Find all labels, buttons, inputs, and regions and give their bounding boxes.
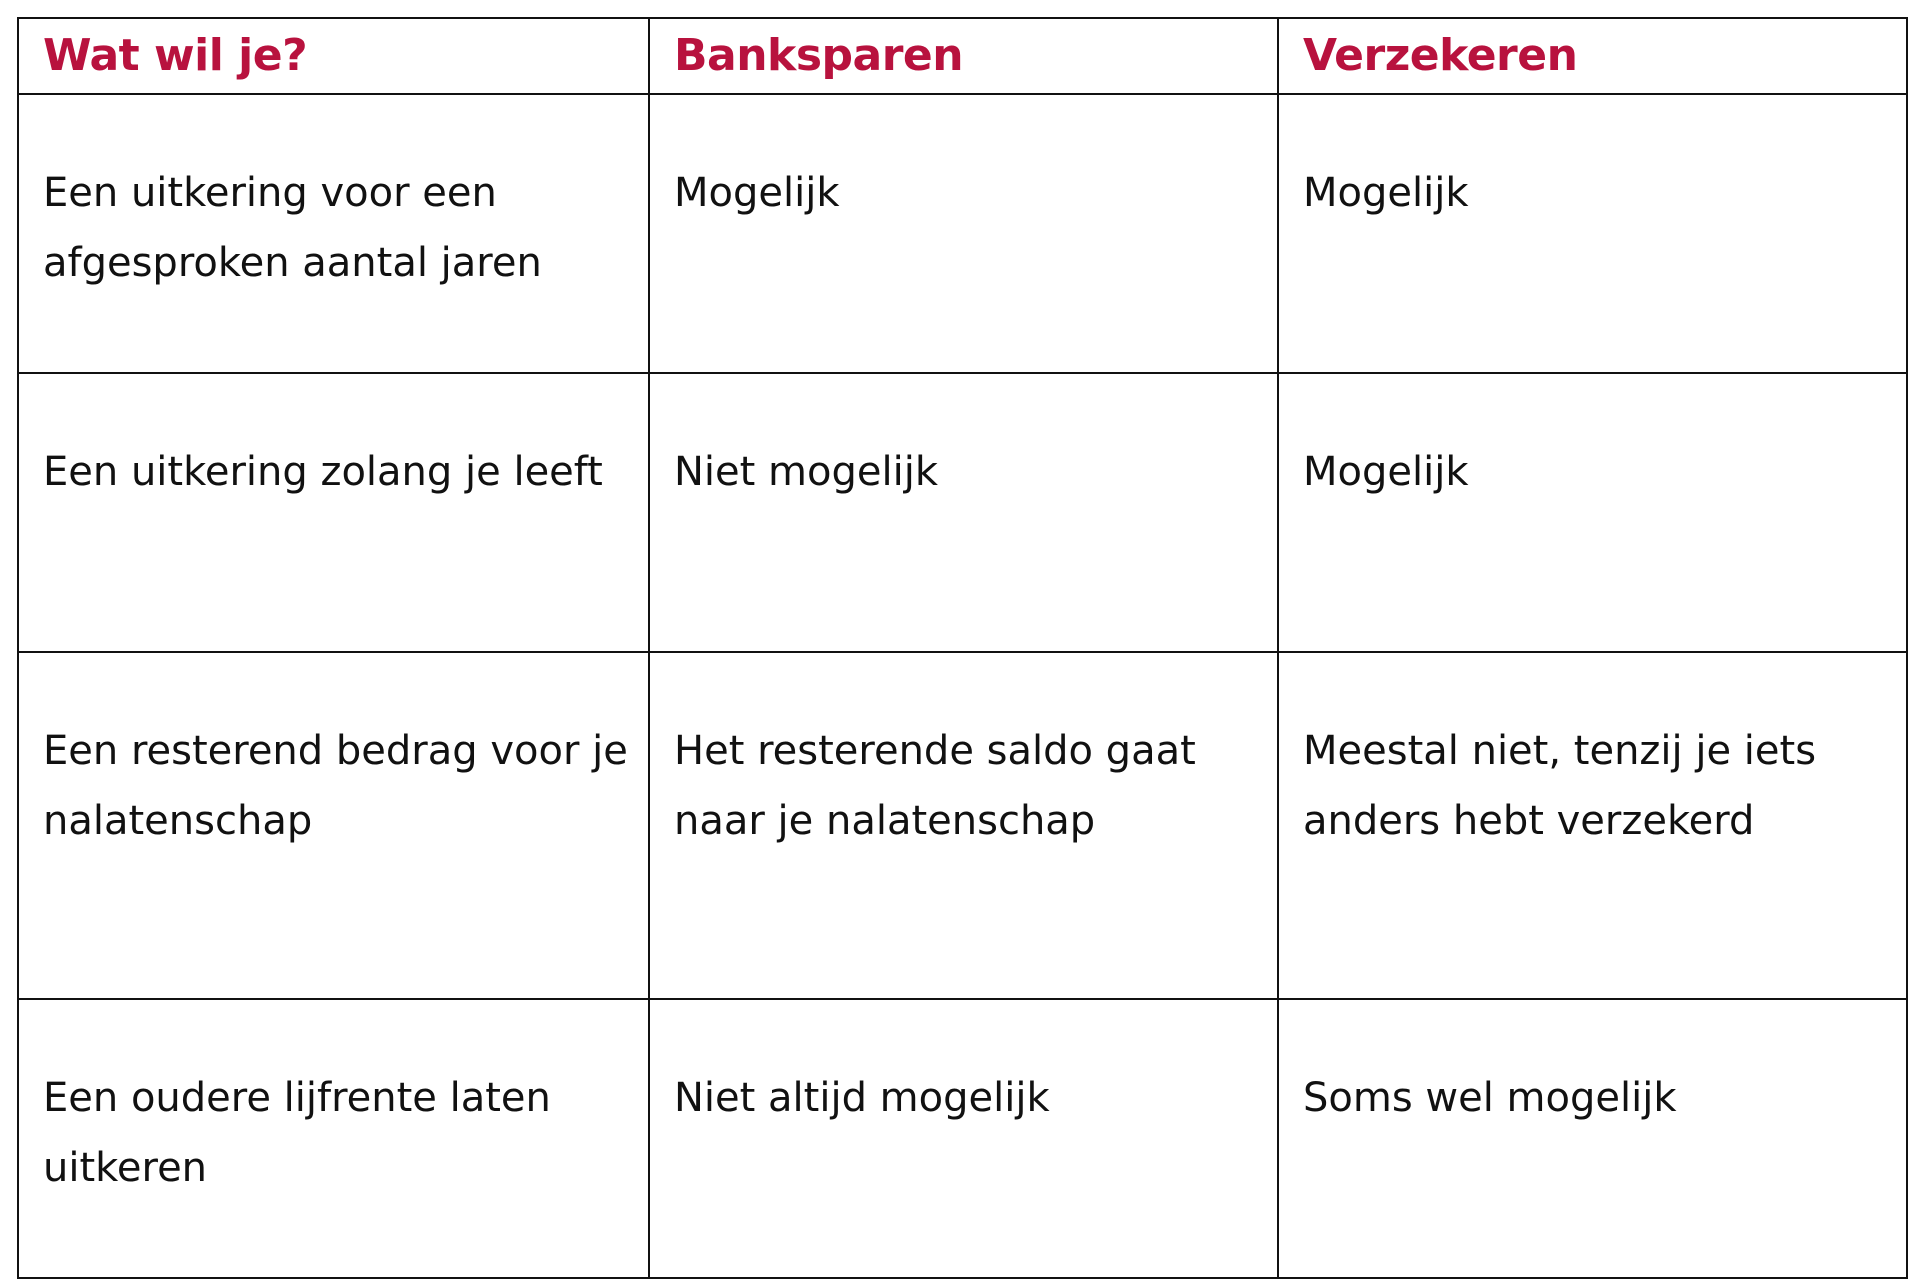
table-cell-banksparen: Niet altijd mogelijk (649, 999, 1278, 1278)
table-cell-verzekeren: Mogelijk (1278, 94, 1907, 373)
table-header-row (18, 18, 1907, 94)
table-cell-verzekeren: Meestal niet, tenzij je iets anders hebt verzekerd (1278, 652, 1907, 999)
table-row (18, 652, 1907, 999)
comparison-table (17, 17, 1908, 1279)
table-cell-question: Een oudere lijfrente laten uitkeren (18, 999, 649, 1278)
header-cell-verzekeren: Verzekeren (1278, 18, 1907, 94)
table-cell-banksparen: Mogelijk (649, 94, 1278, 373)
table-row (18, 94, 1907, 373)
table-cell-question: Een resterend bedrag voor je nalatenschap (18, 652, 649, 999)
header-cell-banksparen: Banksparen (649, 18, 1278, 94)
table-row (18, 373, 1907, 652)
table-cell-banksparen: Niet mogelijk (649, 373, 1278, 652)
table-cell-banksparen: Het resterende saldo gaat naar je nalatenschap (649, 652, 1278, 999)
table-cell-verzekeren: Mogelijk (1278, 373, 1907, 652)
table-cell-verzekeren: Soms wel mogelijk (1278, 999, 1907, 1278)
header-cell-question: Wat wil je? (18, 18, 649, 94)
table-cell-question: Een uitkering voor een afgesproken aantal jaren (18, 94, 649, 373)
table-cell-question: Een uitkering zolang je leeft (18, 373, 649, 652)
table-row (18, 999, 1907, 1278)
